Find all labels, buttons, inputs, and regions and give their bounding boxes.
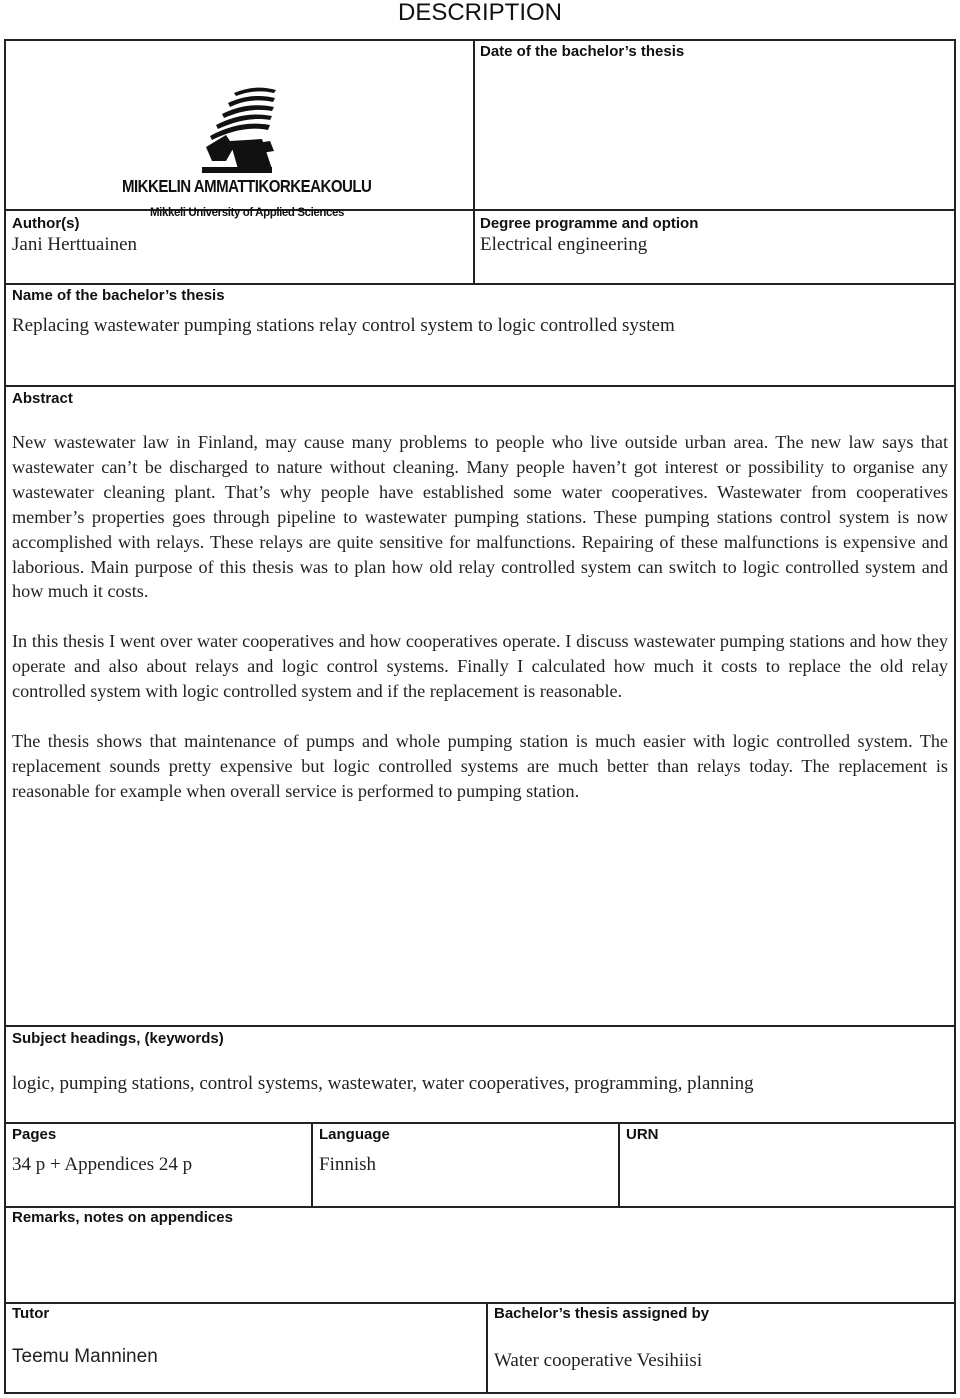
divider [486,1302,488,1394]
thesis-name-label: Name of the bachelor’s thesis [12,287,225,304]
abstract-paragraph: The thesis shows that maintenance of pumps and whole pumping station is much easier with logic controlled system. The replacement sounds pretty expensive but logic controlled systems are much better than relays today. The replacement is reasonable for example when overall service is performed to pumping station. [12,730,948,801]
tutor-label: Tutor [12,1305,50,1322]
divider [6,1206,954,1208]
date-label: Date of the bachelor’s thesis [480,43,685,60]
divider [618,1122,620,1206]
assigned-by-value[interactable]: Water cooperative Vesihiisi [494,1350,703,1371]
keywords-label: Subject headings, (keywords) [12,1030,224,1047]
institution-logo [122,81,372,226]
divider [6,1025,954,1027]
page-title: DESCRIPTION [397,0,562,26]
degree-value[interactable]: Electrical engineering [480,234,648,255]
divider [6,1302,954,1304]
abstract-paragraph: In this thesis I went over water cooperatives and how cooperatives operate. I discuss wastewater pumping stations and how they operate and also about relays and logic control systems. Finally I calculated how much it costs to replace the old relay controlled system with logic controlled system and if the replacement is reasonable. [12,631,948,702]
divider [6,283,954,285]
thesis-name-value[interactable]: Replacing wastewater pumping stations relay control system to logic controlled system [12,315,675,336]
tutor-value[interactable]: Teemu Manninen [12,1346,158,1367]
divider [6,1122,954,1124]
author-value[interactable]: Jani Herttuainen [12,234,138,255]
abstract-paragraph: New wastewater law in Finland, may cause many problems to people who live outside urban area. The new law says that wastewater can’t be discharged to nature without cleaning. Many people haven’t got interest or possibility to organise any wastewater cleaning plant. That’s why people have established some water cooperatives. Wastewater from cooperatives member’s properties goes through pipeline to wastewater pumping stations. These pumping stations control system is now accomplished with relays. These relays are quite sensitive for malfunctions. Repairing of these malfunctions is expensive and laborious. Main purpose of this thesis was to plan how old relay controlled system can switch to logic controlled system and how much it costs. [12,432,948,602]
abstract-label: Abstract [12,390,73,407]
logo-subtitle: Mikkeli University of Applied Sciences [150,207,345,219]
author-label: Author(s) [12,215,80,232]
pages-label: Pages [12,1126,57,1143]
divider [311,1122,313,1206]
divider [473,41,475,283]
remarks-label: Remarks, notes on appendices [12,1209,233,1226]
mamk-logo-icon [122,81,362,176]
logo-name: MIKKELIN AMMATTIKORKEAKOULU [122,176,372,196]
pages-value[interactable]: 34 p + Appendices 24 p [12,1154,193,1175]
language-value[interactable]: Finnish [319,1154,377,1175]
abstract-body [12,430,948,828]
divider [6,385,954,387]
degree-label: Degree programme and option [480,215,699,232]
keywords-value[interactable]: logic, pumping stations, control systems, wastewater, water cooperatives, programming, planning [12,1073,754,1094]
language-label: Language [319,1126,390,1143]
urn-label: URN [626,1126,659,1143]
assigned-by-label: Bachelor’s thesis assigned by [494,1305,710,1322]
